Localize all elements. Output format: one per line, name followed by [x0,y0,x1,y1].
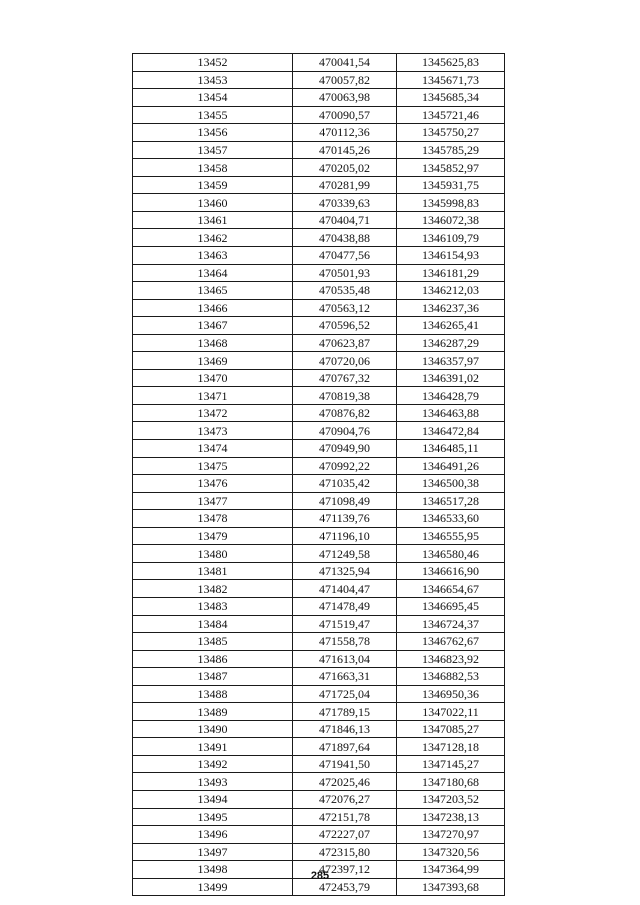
y-coordinate-cell: 1346463,88 [397,404,505,422]
x-coordinate-cell: 470057,82 [293,71,397,89]
x-coordinate-cell: 470623,87 [293,334,397,352]
y-coordinate-cell: 1345931,75 [397,176,505,194]
table-row [133,457,505,475]
y-coordinate-cell: 1347085,27 [397,720,505,738]
x-coordinate-cell: 471098,49 [293,492,397,510]
point-number-cell: 13492 [133,755,293,773]
y-coordinate-cell: 1346724,37 [397,615,505,633]
y-coordinate-cell: 1346616,90 [397,562,505,580]
point-number-cell: 13493 [133,773,293,791]
point-number-cell: 13460 [133,194,293,212]
x-coordinate-cell: 471325,94 [293,562,397,580]
table-row [133,685,505,703]
x-coordinate-cell: 471941,50 [293,755,397,773]
x-coordinate-cell: 470477,56 [293,247,397,265]
table-row [133,703,505,721]
y-coordinate-cell: 1347364,99 [397,861,505,879]
point-number-cell: 13455 [133,106,293,124]
y-coordinate-cell: 1346287,29 [397,334,505,352]
table-row [133,650,505,668]
y-coordinate-cell: 1346357,97 [397,352,505,370]
table-row [133,124,505,142]
y-coordinate-cell: 1347145,27 [397,755,505,773]
table-row [133,317,505,335]
x-coordinate-cell: 470535,48 [293,282,397,300]
table-row [133,615,505,633]
point-number-cell: 13481 [133,562,293,580]
y-coordinate-cell: 1345750,27 [397,124,505,142]
point-number-cell: 13472 [133,404,293,422]
x-coordinate-cell: 470404,71 [293,211,397,229]
table-row [133,580,505,598]
x-coordinate-cell: 471035,42 [293,475,397,493]
point-number-cell: 13488 [133,685,293,703]
x-coordinate-cell: 470992,22 [293,457,397,475]
point-number-cell: 13499 [133,878,293,896]
table-row [133,71,505,89]
point-number-cell: 13463 [133,247,293,265]
coordinates-table [132,53,505,896]
point-number-cell: 13486 [133,650,293,668]
y-coordinate-cell: 1346950,36 [397,685,505,703]
y-coordinate-cell: 1346154,93 [397,247,505,265]
x-coordinate-cell: 472025,46 [293,773,397,791]
point-number-cell: 13458 [133,159,293,177]
y-coordinate-cell: 1346882,53 [397,668,505,686]
x-coordinate-cell: 470145,26 [293,141,397,159]
point-number-cell: 13457 [133,141,293,159]
y-coordinate-cell: 1346580,46 [397,545,505,563]
page-number: 285 [310,870,330,882]
x-coordinate-cell: 471139,76 [293,510,397,528]
y-coordinate-cell: 1346555,95 [397,527,505,545]
table-row [133,247,505,265]
point-number-cell: 13478 [133,510,293,528]
y-coordinate-cell: 1345852,97 [397,159,505,177]
point-number-cell: 13476 [133,475,293,493]
x-coordinate-cell: 471249,58 [293,545,397,563]
y-coordinate-cell: 1346109,79 [397,229,505,247]
table-row [133,387,505,405]
point-number-cell: 13456 [133,124,293,142]
table-row [133,299,505,317]
point-number-cell: 13467 [133,317,293,335]
y-coordinate-cell: 1346500,38 [397,475,505,493]
point-number-cell: 13491 [133,738,293,756]
table-row [133,597,505,615]
x-coordinate-cell: 471846,13 [293,720,397,738]
point-number-cell: 13483 [133,597,293,615]
y-coordinate-cell: 1346072,38 [397,211,505,229]
point-number-cell: 13459 [133,176,293,194]
y-coordinate-cell: 1346472,84 [397,422,505,440]
point-number-cell: 13474 [133,440,293,458]
table-row [133,369,505,387]
table-row [133,106,505,124]
x-coordinate-cell: 472397,12 [293,861,397,879]
point-number-cell: 13464 [133,264,293,282]
x-coordinate-cell: 471613,04 [293,650,397,668]
y-coordinate-cell: 1347238,13 [397,808,505,826]
x-coordinate-cell: 471725,04 [293,685,397,703]
point-number-cell: 13482 [133,580,293,598]
y-coordinate-cell: 1346237,36 [397,299,505,317]
point-number-cell: 13471 [133,387,293,405]
x-coordinate-cell: 470112,36 [293,124,397,142]
y-coordinate-cell: 1345785,29 [397,141,505,159]
y-coordinate-cell: 1346762,67 [397,633,505,651]
table-row [133,527,505,545]
table-row [133,510,505,528]
table-row [133,89,505,107]
x-coordinate-cell: 470501,93 [293,264,397,282]
table-row [133,826,505,844]
y-coordinate-cell: 1345671,73 [397,71,505,89]
x-coordinate-cell: 472453,79 [293,878,397,896]
y-coordinate-cell: 1346823,92 [397,650,505,668]
x-coordinate-cell: 471404,47 [293,580,397,598]
x-coordinate-cell: 470281,99 [293,176,397,194]
point-number-cell: 13490 [133,720,293,738]
point-number-cell: 13473 [133,422,293,440]
x-coordinate-cell: 472151,78 [293,808,397,826]
y-coordinate-cell: 1347270,97 [397,826,505,844]
point-number-cell: 13477 [133,492,293,510]
y-coordinate-cell: 1346654,67 [397,580,505,598]
table-row [133,159,505,177]
x-coordinate-cell: 470767,32 [293,369,397,387]
table-row [133,545,505,563]
x-coordinate-cell: 470904,76 [293,422,397,440]
x-coordinate-cell: 470205,02 [293,159,397,177]
table-row [133,194,505,212]
x-coordinate-cell: 472227,07 [293,826,397,844]
table-row [133,843,505,861]
x-coordinate-cell: 470438,88 [293,229,397,247]
table-row [133,668,505,686]
y-coordinate-cell: 1346181,29 [397,264,505,282]
table-row [133,492,505,510]
point-number-cell: 13468 [133,334,293,352]
y-coordinate-cell: 1346485,11 [397,440,505,458]
table-row [133,141,505,159]
x-coordinate-cell: 471897,64 [293,738,397,756]
x-coordinate-cell: 471789,15 [293,703,397,721]
table-row [133,475,505,493]
table-row [133,633,505,651]
point-number-cell: 13494 [133,790,293,808]
table-row [133,440,505,458]
table-row [133,790,505,808]
y-coordinate-cell: 1347180,68 [397,773,505,791]
point-number-cell: 13470 [133,369,293,387]
point-number-cell: 13466 [133,299,293,317]
point-number-cell: 13489 [133,703,293,721]
y-coordinate-cell: 1347203,52 [397,790,505,808]
point-number-cell: 13453 [133,71,293,89]
table-row [133,176,505,194]
x-coordinate-cell: 470876,82 [293,404,397,422]
y-coordinate-cell: 1346517,28 [397,492,505,510]
x-coordinate-cell: 471519,47 [293,615,397,633]
x-coordinate-cell: 471663,31 [293,668,397,686]
table-row [133,808,505,826]
x-coordinate-cell: 470819,38 [293,387,397,405]
x-coordinate-cell: 472076,27 [293,790,397,808]
table-row [133,738,505,756]
y-coordinate-cell: 1347022,11 [397,703,505,721]
y-coordinate-cell: 1346491,26 [397,457,505,475]
table-row [133,229,505,247]
point-number-cell: 13498 [133,861,293,879]
point-number-cell: 13497 [133,843,293,861]
point-number-cell: 13461 [133,211,293,229]
table-row [133,352,505,370]
y-coordinate-cell: 1347393,68 [397,878,505,896]
point-number-cell: 13462 [133,229,293,247]
point-number-cell: 13485 [133,633,293,651]
point-number-cell: 13496 [133,826,293,844]
y-coordinate-cell: 1346265,41 [397,317,505,335]
point-number-cell: 13480 [133,545,293,563]
y-coordinate-cell: 1345625,83 [397,54,505,72]
x-coordinate-cell: 471478,49 [293,597,397,615]
table-row [133,773,505,791]
table-row [133,282,505,300]
x-coordinate-cell: 470563,12 [293,299,397,317]
table-row [133,211,505,229]
table-row [133,422,505,440]
point-number-cell: 13454 [133,89,293,107]
table-row [133,562,505,580]
x-coordinate-cell: 472315,80 [293,843,397,861]
point-number-cell: 13487 [133,668,293,686]
y-coordinate-cell: 1345998,83 [397,194,505,212]
table-row [133,334,505,352]
point-number-cell: 13479 [133,527,293,545]
y-coordinate-cell: 1346212,03 [397,282,505,300]
x-coordinate-cell: 470339,63 [293,194,397,212]
x-coordinate-cell: 470596,52 [293,317,397,335]
y-coordinate-cell: 1345685,34 [397,89,505,107]
table-row [133,755,505,773]
point-number-cell: 13469 [133,352,293,370]
point-number-cell: 13475 [133,457,293,475]
x-coordinate-cell: 470949,90 [293,440,397,458]
table-row [133,720,505,738]
table-row [133,264,505,282]
x-coordinate-cell: 470041,54 [293,54,397,72]
point-number-cell: 13484 [133,615,293,633]
x-coordinate-cell: 470063,98 [293,89,397,107]
point-number-cell: 13452 [133,54,293,72]
point-number-cell: 13465 [133,282,293,300]
coordinates-table-body [133,54,505,896]
y-coordinate-cell: 1346695,45 [397,597,505,615]
table-row [133,54,505,72]
y-coordinate-cell: 1346391,02 [397,369,505,387]
y-coordinate-cell: 1345721,46 [397,106,505,124]
y-coordinate-cell: 1346533,60 [397,510,505,528]
y-coordinate-cell: 1347320,56 [397,843,505,861]
point-number-cell: 13495 [133,808,293,826]
y-coordinate-cell: 1347128,18 [397,738,505,756]
table-row [133,404,505,422]
x-coordinate-cell: 471558,78 [293,633,397,651]
y-coordinate-cell: 1346428,79 [397,387,505,405]
x-coordinate-cell: 470720,06 [293,352,397,370]
x-coordinate-cell: 470090,57 [293,106,397,124]
x-coordinate-cell: 471196,10 [293,527,397,545]
